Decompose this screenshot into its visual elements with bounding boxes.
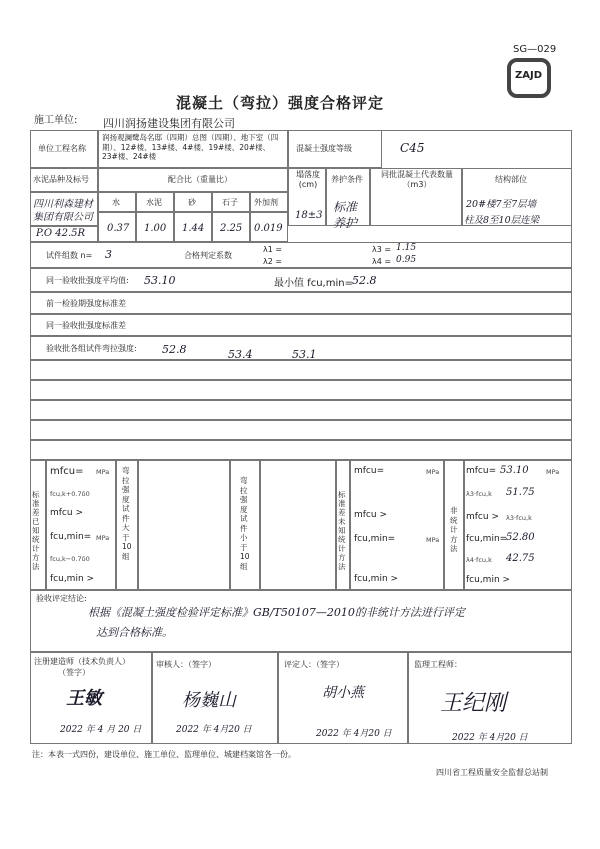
structure-header: 结构部位	[495, 175, 527, 184]
engineer-date: 2022 年 4 月 20 日	[60, 725, 142, 735]
construction-unit-label: 施工单位:	[34, 115, 78, 126]
lambda3-value: 1.15	[396, 243, 417, 253]
project-value: 润扬观澜鹭岛名邸（四期）总图（四期）、地下室（四期）、12#楼、13#楼、4#楼、19#楼、20#楼、23#楼、24#楼	[102, 133, 279, 161]
engineer-signature: 王敏	[66, 688, 102, 709]
group-value-3: 53.1	[292, 348, 317, 361]
footer-note: 注：本表一式四份，建设单位、施工单位、监理单位、城建档案馆各一份。	[32, 750, 296, 759]
nonstat-lambda3: 51.75	[506, 487, 535, 498]
mfcu-gt-5: mfcu >	[466, 512, 499, 522]
lambda-fcuk: λ3·fcu,k	[466, 490, 492, 498]
batch-qty-header: 同批混凝土代表数量（m3）	[381, 170, 453, 189]
lambda-fcuk-2: λ3·fcu,k	[506, 514, 532, 522]
supervisor-signature: 王纪刚	[440, 691, 507, 716]
formula-1: fcu,k+0.7δ0	[50, 490, 90, 498]
slump-value: 18±3	[295, 210, 323, 221]
fcu-min-5: fcu,min=	[466, 534, 508, 544]
mix-value-stone: 2.25	[220, 223, 243, 234]
mix-value-admixture: 0.019	[254, 223, 283, 234]
cement-value-1: 四川利森建材	[33, 199, 93, 210]
same-std-label: 同一验收批强度标准差	[46, 321, 126, 330]
mfcu-gt-1: mfcu >	[50, 508, 83, 518]
supervisor-date: 2022 年 4月20 日	[452, 733, 528, 743]
empty-row	[30, 400, 572, 420]
fcu-min-gt-1: fcu,min >	[50, 574, 95, 584]
mix-col-admixture: 外加剂	[254, 198, 278, 207]
form-code: SG—029	[513, 44, 557, 55]
mix-col-sand: 砂	[188, 198, 196, 207]
mfcu-label-5: mfcu=	[466, 466, 497, 476]
evaluator-signature: 胡小燕	[322, 685, 364, 701]
reviewer-signature: 杨巍山	[182, 690, 236, 711]
mix-col-cement: 水泥	[146, 198, 162, 207]
eval-col1: 标准差已知统计方法	[32, 490, 40, 571]
fcu-min-1: fcu,min=	[50, 532, 92, 542]
engineer-label: 注册建造师（技术负责人）	[34, 657, 130, 666]
mix-value-water: 0.37	[107, 223, 130, 234]
mpa-1: MPa	[96, 468, 110, 476]
empty-row	[30, 440, 572, 460]
reviewer-label: 审核人：（签字）	[156, 660, 216, 669]
concrete-grade-value: C45	[400, 141, 425, 155]
logo-text: ZAJD	[515, 70, 543, 81]
mix-value-sand: 1.44	[182, 223, 205, 234]
lambda1: λ1 =	[263, 245, 283, 254]
empty-row	[30, 420, 572, 440]
mix-col-stone: 石子	[222, 198, 238, 207]
cement-value-2: 集团有限公司	[33, 212, 93, 223]
group-value-1: 52.8	[162, 343, 187, 356]
mfcu-label-1: mfcu=	[50, 466, 84, 477]
min-value: 52.8	[352, 274, 377, 287]
cement-header: 水泥品种及标号	[33, 175, 89, 184]
nonstat-lambda4: 42.75	[506, 553, 535, 564]
mfcu-label-4: mfcu=	[354, 466, 385, 476]
footer-org: 四川省工程质量安全监督总站制	[436, 768, 548, 777]
mpa-5: MPa	[426, 536, 440, 544]
engineer-label-2: （签字）	[58, 668, 90, 677]
mpa-2: MPa	[96, 534, 110, 542]
lambda4-fcuk: λ4·fcu,k	[466, 556, 492, 564]
group-value-2: 53.4	[228, 348, 253, 361]
mix-header: 配合比（重量比）	[168, 175, 232, 184]
conclusion-label: 验收评定结论:	[36, 594, 87, 603]
curing-header: 养护条件	[331, 175, 363, 184]
formula-2: fcu,k−0.7δ0	[50, 555, 90, 563]
fcu-min-gt-5: fcu,min >	[466, 575, 511, 585]
group-values-label: 验收批各组试件弯拉强度:	[46, 344, 137, 353]
empty-row	[30, 380, 572, 400]
min-label: 最小值 fcu,min=	[274, 278, 353, 289]
avg-label: 同一验收批强度平均值:	[46, 276, 129, 285]
fcu-min-gt-4: fcu,min >	[354, 574, 399, 584]
nonstat-fcu-min: 52.80	[506, 532, 535, 543]
mpa-6: MPa	[546, 468, 560, 476]
conclusion-line2: 达到合格标准。	[96, 626, 173, 639]
groups-label: 试件组数 n=	[46, 251, 93, 260]
prev-std-label: 前一检验期强度标准差	[46, 299, 126, 308]
eval-col4: 标准差未知统计方法	[338, 490, 346, 571]
eval-col5: 非统计方法	[450, 506, 458, 553]
mix-col-water: 水	[112, 198, 120, 207]
nonstat-mfcu: 53.10	[500, 465, 529, 476]
empty-row	[30, 360, 572, 380]
eval-col2: 弯拉强度试件大于10组	[122, 466, 132, 561]
supervisor-label: 监理工程师：	[414, 660, 462, 669]
logo	[507, 58, 551, 98]
reviewer-date: 2022 年 4月20 日	[176, 725, 252, 735]
lambda3: λ3 =	[372, 245, 392, 254]
evaluator-label: 评定人：（签字）	[284, 660, 344, 669]
concrete-grade-label: 混凝土强度等级	[296, 144, 352, 153]
evaluator-date: 2022 年 4月20 日	[316, 729, 392, 739]
lambda4-value: 0.95	[396, 255, 417, 265]
curing-value-2: 养护	[333, 216, 358, 230]
cement-value-3: P.O 42.5R	[36, 228, 86, 239]
structure-value-2: 柱及8至10层连梁	[464, 215, 540, 226]
slump-header: 塌落度(cm)	[296, 170, 320, 189]
avg-value: 53.10	[144, 274, 176, 287]
mfcu-gt-4: mfcu >	[354, 510, 387, 520]
mpa-4: MPa	[426, 468, 440, 476]
coef-label: 合格判定系数	[184, 251, 232, 260]
groups-value: 3	[105, 248, 112, 261]
structure-value-1: 20#楼7至7层墙	[466, 199, 537, 210]
construction-unit-value: 四川润扬建设集团有限公司	[103, 117, 235, 130]
fcu-min-4: fcu,min=	[354, 534, 396, 544]
conclusion-line1: 根据《混凝土强度检验评定标准》GB/T50107—2010的非统计方法进行评定	[88, 606, 465, 619]
lambda4: λ4 =	[372, 257, 392, 266]
eval-col3: 弯拉强度试件小于10组	[240, 476, 250, 571]
project-label: 单位工程名称	[38, 144, 86, 153]
curing-value-1: 标准	[333, 200, 358, 214]
lambda2: λ2 =	[263, 257, 283, 266]
page-title: 混凝土（弯拉）强度合格评定	[176, 94, 385, 112]
mix-value-cement: 1.00	[144, 223, 167, 234]
